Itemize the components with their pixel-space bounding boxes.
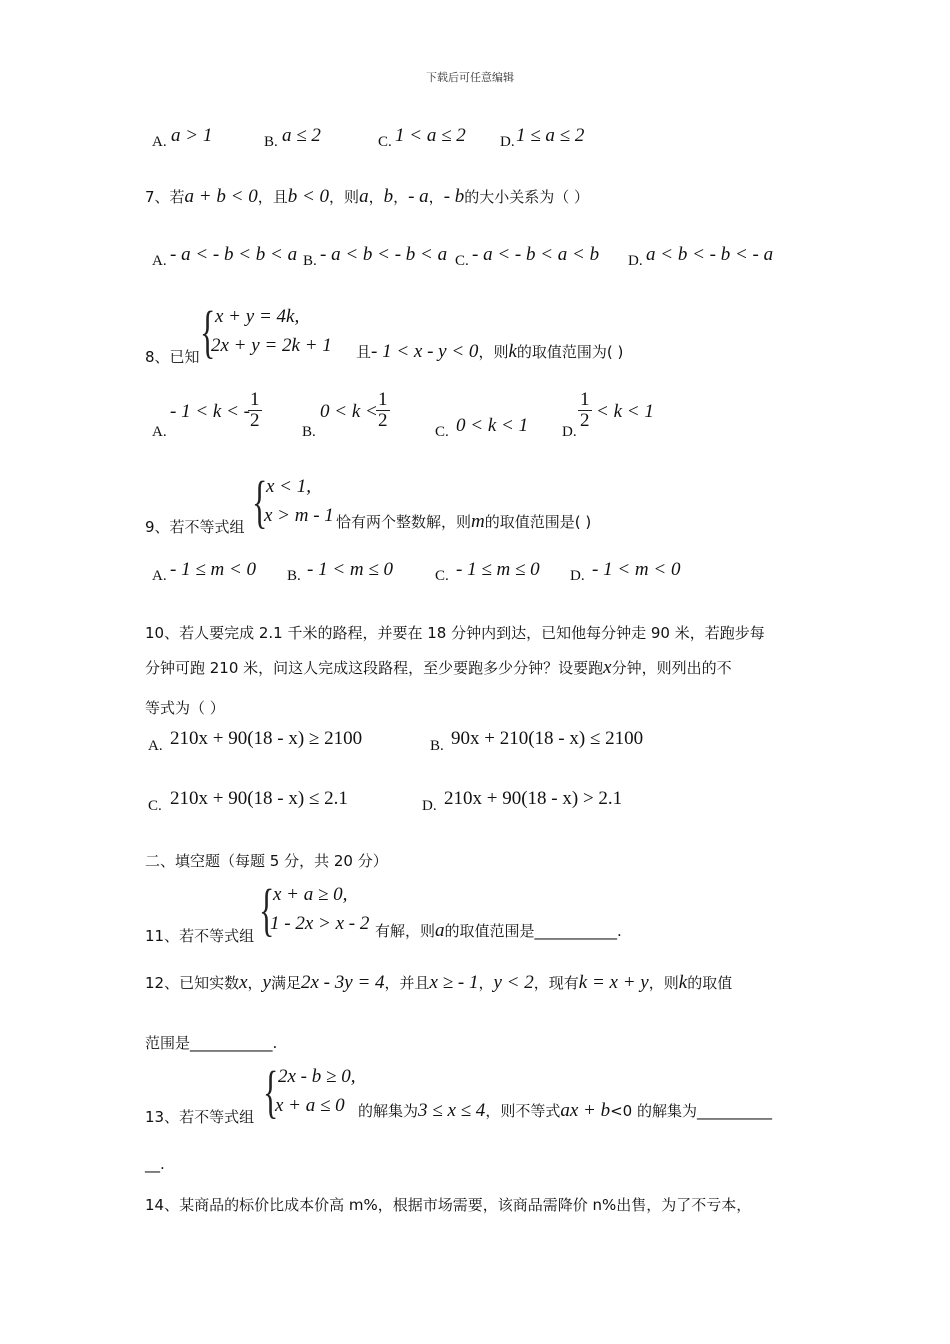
q13-system-eq2: x + a ≤ 0 — [275, 1095, 345, 1116]
q6-option-a-label: A. — [152, 134, 167, 150]
q9-option-a-label: A. — [152, 568, 167, 584]
q12-c1: ， — [247, 974, 263, 992]
q9-mid: 恰有两个整数解，则 — [336, 513, 472, 531]
question-7 — [145, 186, 589, 208]
page-header: 下载后可任意编辑 — [426, 71, 514, 84]
q7-v1: a — [359, 186, 369, 207]
q9-system-eq2: x > m - 1 — [264, 505, 334, 526]
q12-c2: ， — [478, 974, 494, 992]
q13-tail — [358, 1100, 772, 1122]
q10-var: x — [603, 657, 612, 678]
q8-option-d-fraction — [578, 390, 592, 431]
q13-prefix: 13、若不等式组 — [145, 1108, 255, 1126]
q10-option-c-label: C. — [148, 798, 162, 814]
q8-system-eq2: 2x + y = 2k + 1 — [211, 335, 332, 356]
q12-cond2: y < 2 — [493, 972, 534, 993]
q14-line1: 14、某商品的标价比成本价高 m%，根据市场需要，该商品需降价 n%出售，为了不亏本， — [145, 1196, 752, 1214]
q8-option-d-num: 1 — [580, 389, 590, 410]
q10-option-d-expr: 210x + 90(18 - x) > 2.1 — [444, 788, 623, 809]
q12-prefix: 12、已知实数 — [145, 974, 240, 992]
q9-option-d-label: D. — [570, 568, 585, 584]
q8-system-brace: { — [200, 299, 216, 364]
q12-v1: x — [239, 972, 248, 993]
q11-prefix: 11、若不等式组 — [145, 927, 255, 945]
q11-system-eq1: x + a ≥ 0, — [273, 884, 348, 905]
q8-option-b-num: 1 — [378, 389, 388, 410]
q6-option-d-label: D. — [500, 134, 515, 150]
q8-system-eq1: x + y = 4k, — [215, 306, 300, 327]
q8-option-a-num: 1 — [250, 389, 260, 410]
section-2-title: 二、填空题（每题 5 分，共 20 分） — [145, 852, 388, 870]
q8-option-a-left: - 1 < k < - — [170, 401, 250, 422]
q12-satisfy: 满足 — [270, 974, 301, 992]
q9-system-eq1: x < 1, — [266, 476, 312, 497]
q11-suffix: 的取值范围是___________. — [444, 922, 622, 940]
q7-cond1: a + b < 0 — [184, 186, 258, 207]
q8-then: ，则 — [478, 343, 509, 361]
q13-system-eq1: 2x - b ≥ 0, — [278, 1066, 356, 1087]
q8-option-a-label: A. — [152, 424, 167, 440]
q7-option-a-label: A. — [152, 253, 167, 269]
q7-then: ，则 — [329, 188, 360, 206]
q8-prefix: 8、已知 — [145, 348, 200, 366]
q11-var: a — [435, 920, 445, 941]
q10-option-c-expr: 210x + 90(18 - x) ≤ 2.1 — [170, 788, 348, 809]
q8-option-c-label: C. — [435, 424, 449, 440]
q10-line1: 10、若人要完成 2.1 千米的路程，并要在 18 分钟内到达，已知他每分钟走 90 米，若跑步每 — [145, 624, 765, 642]
q7-cond2: b < 0 — [287, 186, 330, 207]
q7-c3: ， — [428, 188, 444, 206]
q8-option-d-label: D. — [562, 424, 577, 440]
q7-v4: - b — [443, 186, 465, 207]
q8-option-a-fraction — [248, 390, 262, 431]
q8-suffix: 的取值范围为( ) — [516, 343, 624, 361]
q12-cond1: x ≥ - 1 — [429, 972, 479, 993]
q9-option-b-label: B. — [287, 568, 301, 584]
q6-option-c-label: C. — [378, 134, 392, 150]
q12-keq: k = x + y — [578, 972, 649, 993]
q9-option-a-expr: - 1 ≤ m < 0 — [170, 559, 257, 580]
q6-option-b-label: B. — [264, 134, 278, 150]
q9-option-c-label: C. — [435, 568, 449, 584]
q13-suffix: <0 的解集为__________ — [610, 1102, 772, 1120]
q11-mid: 有解，则 — [375, 922, 436, 940]
q8-cond: - 1 < x - y < 0 — [371, 341, 479, 362]
q12-eq: 2x - 3y = 4 — [301, 972, 385, 993]
q9-suffix: 的取值范围是( ) — [484, 513, 592, 531]
q7-option-b-label: B. — [303, 253, 317, 269]
q13-mid: 的解集为 — [358, 1102, 419, 1120]
q7-suffix: 的大小关系为（ ） — [464, 188, 590, 206]
q13-sol: 3 ≤ x ≤ 4 — [418, 1100, 486, 1121]
q12-suffix: 的取值 — [687, 974, 733, 992]
q7-option-d-label: D. — [628, 253, 643, 269]
q9-prefix: 9、若不等式组 — [145, 518, 245, 536]
q13-line2: __. — [145, 1155, 165, 1173]
q9-option-c-expr: - 1 ≤ m ≤ 0 — [456, 559, 540, 580]
q12-v2: y — [262, 972, 271, 993]
q8-and: 且 — [356, 343, 372, 361]
q13-then: ，则不等式 — [485, 1102, 561, 1120]
q7-option-c-label: C. — [455, 253, 469, 269]
q7-option-c-expr: - a < - b < a < b — [472, 244, 600, 265]
q6-option-d-expr: 1 ≤ a ≤ 2 — [516, 125, 585, 146]
q8-option-a-den: 2 — [250, 410, 260, 431]
q7-option-d-expr: a < b < - b < - a — [646, 244, 774, 265]
q12-then: ，则 — [648, 974, 679, 992]
q10-option-b-expr: 90x + 210(18 - x) ≤ 2100 — [451, 728, 644, 749]
q10-line2 — [145, 657, 732, 679]
q9-option-d-expr: - 1 < m < 0 — [592, 559, 681, 580]
q8-option-c-expr: 0 < k < 1 — [456, 415, 529, 436]
q8-option-b-label: B. — [302, 424, 316, 440]
q8-option-b-left: 0 < k < — [320, 401, 378, 422]
q12-var: k — [678, 972, 688, 993]
q7-v2: b — [383, 186, 394, 207]
q7-prefix: 7、若 — [145, 188, 185, 206]
q12-line2: 范围是___________. — [145, 1034, 278, 1052]
q8-option-d-right: < k < 1 — [596, 401, 654, 422]
q8-tail — [356, 341, 623, 363]
q7-option-a-expr: - a < - b < b < a — [170, 244, 298, 265]
q9-system-brace: { — [252, 469, 268, 534]
q8-var: k — [508, 341, 517, 362]
q12-and: ，并且 — [384, 974, 430, 992]
q11-system-eq2: 1 - 2x > x - 2 — [270, 913, 370, 934]
q6-option-b-expr: a ≤ 2 — [282, 125, 321, 146]
q8-option-b-fraction — [376, 390, 390, 431]
q8-option-b-den: 2 — [378, 410, 388, 431]
q10-line2a: 分钟可跑 210 米，问这人完成这段路程，至少要跑多少分钟？设要跑 — [145, 659, 604, 677]
q10-option-a-expr: 210x + 90(18 - x) ≥ 2100 — [170, 728, 363, 749]
q10-line3: 等式为（ ） — [145, 699, 225, 717]
q6-option-c-expr: 1 < a ≤ 2 — [395, 125, 466, 146]
q13-system-brace: { — [263, 1059, 279, 1124]
q7-option-b-expr: - a < b < - b < a — [320, 244, 448, 265]
q8-option-d-den: 2 — [580, 410, 590, 431]
q10-line2b: 分钟，则列出的不 — [611, 659, 732, 677]
q10-option-b-label: B. — [430, 738, 444, 754]
q9-tail — [336, 511, 591, 533]
q11-tail — [375, 920, 622, 942]
q7-c2: ， — [393, 188, 409, 206]
q10-option-d-label: D. — [422, 798, 437, 814]
q13-expr: ax + b — [560, 1100, 611, 1121]
q9-option-b-expr: - 1 < m ≤ 0 — [307, 559, 394, 580]
q11-system-brace: { — [259, 877, 275, 942]
q7-v3: - a — [408, 186, 429, 207]
question-12 — [145, 972, 732, 994]
q12-now: ，现有 — [533, 974, 579, 992]
q6-option-a-expr: a > 1 — [171, 125, 213, 146]
q9-var: m — [471, 511, 485, 532]
q10-option-a-label: A. — [148, 738, 163, 754]
q7-c1: ， — [368, 188, 384, 206]
q7-and: ，且 — [257, 188, 288, 206]
